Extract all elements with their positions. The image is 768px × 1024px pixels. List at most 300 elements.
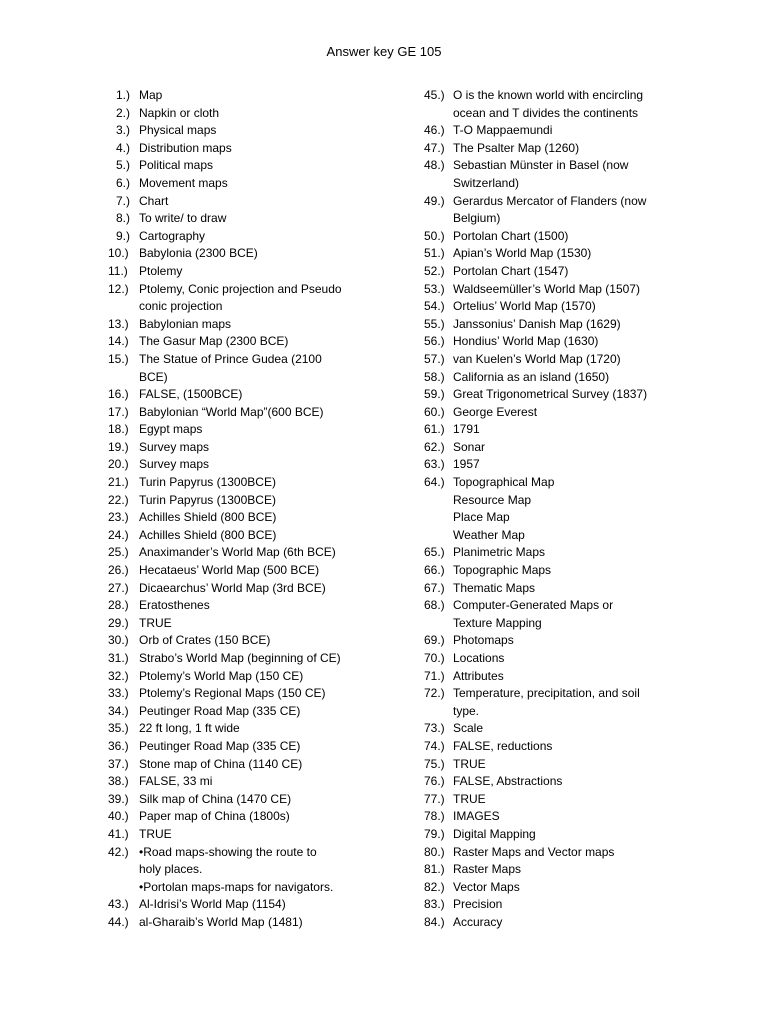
answer-text-line: Hecataeus’ World Map (500 BCE) bbox=[139, 563, 320, 578]
answer-item bbox=[108, 615, 398, 633]
answer-number: 28.) bbox=[108, 598, 129, 613]
answer-item bbox=[424, 773, 694, 791]
answer-number: 62.) bbox=[424, 439, 445, 454]
answer-text bbox=[139, 263, 398, 281]
answer-text bbox=[453, 685, 694, 720]
answer-item bbox=[108, 439, 398, 457]
answer-text-line: •Portolan maps-maps for navigators. bbox=[139, 879, 334, 894]
answer-item bbox=[424, 756, 694, 774]
answer-text-line: Topographic Maps bbox=[453, 563, 552, 578]
answer-text bbox=[453, 140, 694, 158]
answer-text-line: Ptolemy’s Regional Maps (150 CE) bbox=[139, 686, 326, 701]
answer-number: 65.) bbox=[424, 545, 445, 560]
answer-item bbox=[108, 105, 398, 123]
answer-number: 20.) bbox=[108, 457, 129, 472]
answer-text bbox=[139, 474, 398, 492]
answer-item bbox=[424, 386, 694, 404]
answer-text-line: Egypt maps bbox=[139, 422, 203, 437]
answer-item bbox=[424, 896, 694, 914]
answer-text bbox=[139, 228, 398, 246]
answer-item bbox=[108, 175, 398, 193]
answer-text-line: Planimetric Maps bbox=[453, 545, 546, 560]
answer-item bbox=[108, 896, 398, 914]
answer-number: 9.) bbox=[116, 228, 131, 243]
answer-item bbox=[108, 773, 398, 791]
answer-item bbox=[108, 632, 398, 650]
answer-text-line: BCE) bbox=[139, 369, 168, 384]
answer-item bbox=[424, 879, 694, 897]
answer-number: 45.) bbox=[424, 88, 445, 102]
answer-text bbox=[139, 333, 398, 351]
answer-item bbox=[108, 281, 398, 316]
answer-number: 60.) bbox=[424, 404, 445, 419]
answer-text-line: Portolan Chart (1547) bbox=[453, 263, 569, 278]
answer-text-line: Ptolemy bbox=[139, 263, 183, 278]
answer-number: 7.) bbox=[116, 193, 131, 208]
answer-text-line: conic projection bbox=[139, 299, 223, 314]
answer-number: 75.) bbox=[424, 756, 445, 771]
answer-number: 25.) bbox=[108, 545, 129, 560]
answer-text-line: IMAGES bbox=[453, 809, 500, 824]
answer-text-line: 1957 bbox=[453, 457, 480, 472]
answer-text-line: Map bbox=[139, 88, 163, 102]
answer-text bbox=[453, 861, 694, 879]
answer-text-line: Distribution maps bbox=[139, 140, 232, 155]
answer-number: 50.) bbox=[424, 228, 445, 243]
answer-number: 29.) bbox=[108, 615, 129, 630]
answer-number: 44.) bbox=[108, 914, 129, 929]
answer-item bbox=[108, 140, 398, 158]
answer-text-line: Napkin or cloth bbox=[139, 105, 220, 120]
answer-number: 3.) bbox=[116, 123, 131, 138]
answer-text-line: The Statue of Prince Gudea (2100 bbox=[139, 351, 322, 366]
answer-text bbox=[139, 597, 398, 615]
answer-text-line: Locations bbox=[453, 651, 505, 665]
answer-text-line: George Everest bbox=[453, 404, 538, 419]
answer-text bbox=[139, 756, 398, 774]
answer-item bbox=[424, 914, 694, 932]
answer-item bbox=[108, 263, 398, 281]
answer-text-line: Babylonian “World Map”(600 BCE) bbox=[139, 404, 324, 419]
answer-number: 32.) bbox=[108, 668, 129, 683]
answer-item bbox=[424, 245, 694, 263]
answer-number: 38.) bbox=[108, 774, 129, 789]
answer-text-line: Achilles Shield (800 BCE) bbox=[139, 510, 277, 525]
answer-text-line: Portolan Chart (1500) bbox=[453, 228, 569, 243]
answer-text bbox=[453, 122, 694, 140]
answer-text-line: Turin Papyrus (1300BCE) bbox=[139, 475, 276, 490]
answer-text bbox=[139, 738, 398, 756]
answer-text bbox=[139, 122, 398, 140]
answer-text-line: Anaximander’s World Map (6th BCE) bbox=[139, 545, 336, 560]
answer-item bbox=[424, 404, 694, 422]
answer-text-line: Babylonian maps bbox=[139, 316, 232, 331]
answer-text-line: 1791 bbox=[453, 422, 480, 437]
answer-number: 47.) bbox=[424, 140, 445, 155]
answer-number: 21.) bbox=[108, 475, 129, 490]
answer-text-line: Thematic Maps bbox=[453, 580, 536, 595]
answer-text bbox=[453, 650, 694, 668]
answer-text bbox=[453, 632, 694, 650]
answer-text-line: The Psalter Map (1260) bbox=[453, 140, 580, 155]
answer-number: 53.) bbox=[424, 281, 445, 296]
answer-list-right bbox=[424, 87, 694, 932]
answer-text bbox=[453, 281, 694, 299]
answer-number: 14.) bbox=[108, 334, 129, 349]
answer-item bbox=[424, 351, 694, 369]
answer-number: 34.) bbox=[108, 703, 129, 718]
answer-item bbox=[424, 333, 694, 351]
answer-text bbox=[139, 615, 398, 633]
answer-text bbox=[139, 245, 398, 263]
answer-number: 68.) bbox=[424, 598, 445, 613]
answer-text-line: Survey maps bbox=[139, 439, 210, 454]
answer-text-line: Attributes bbox=[453, 668, 504, 683]
answer-text-line: FALSE, Abstractions bbox=[453, 774, 563, 789]
answer-number: 18.) bbox=[108, 422, 129, 437]
answer-text-line: Chart bbox=[139, 193, 169, 208]
answer-text-line: Paper map of China (1800s) bbox=[139, 809, 290, 824]
answer-text-line: •Road maps-showing the route to bbox=[139, 844, 317, 859]
answer-item bbox=[424, 263, 694, 281]
answer-text bbox=[139, 210, 398, 228]
answer-number: 55.) bbox=[424, 316, 445, 331]
answer-item bbox=[108, 562, 398, 580]
answer-text bbox=[453, 298, 694, 316]
answer-number: 39.) bbox=[108, 791, 129, 806]
answer-number: 78.) bbox=[424, 809, 445, 824]
answer-text bbox=[453, 245, 694, 263]
answer-text bbox=[139, 439, 398, 457]
answer-text bbox=[139, 456, 398, 474]
answer-item bbox=[424, 580, 694, 598]
answer-number: 84.) bbox=[424, 914, 445, 929]
answer-text-line: Dicaearchus’ World Map (3rd BCE) bbox=[139, 580, 326, 595]
answer-number: 57.) bbox=[424, 351, 445, 366]
answer-text bbox=[453, 756, 694, 774]
answer-item bbox=[424, 844, 694, 862]
answer-number: 66.) bbox=[424, 563, 445, 578]
answer-text bbox=[139, 404, 398, 422]
answer-text bbox=[139, 896, 398, 914]
answer-text-line: Place Map bbox=[453, 510, 510, 525]
answer-item bbox=[108, 386, 398, 404]
answer-number: 27.) bbox=[108, 580, 129, 595]
answer-text bbox=[139, 193, 398, 211]
answer-number: 43.) bbox=[108, 897, 129, 912]
answer-text bbox=[453, 87, 694, 122]
answer-number: 73.) bbox=[424, 721, 445, 736]
answer-text-line: Topographical Map bbox=[453, 475, 555, 490]
answer-text-line: The Gasur Map (2300 BCE) bbox=[139, 334, 289, 349]
answer-text bbox=[453, 404, 694, 422]
answer-text bbox=[139, 562, 398, 580]
answer-number: 36.) bbox=[108, 738, 129, 753]
answer-text-line: Scale bbox=[453, 721, 484, 736]
answer-number: 77.) bbox=[424, 791, 445, 806]
answer-number: 24.) bbox=[108, 527, 129, 542]
answer-text-line: Stone map of China (1140 CE) bbox=[139, 756, 303, 771]
answer-text-line: Turin Papyrus (1300BCE) bbox=[139, 492, 276, 507]
answer-item bbox=[424, 456, 694, 474]
answer-text bbox=[139, 791, 398, 809]
answer-number: 46.) bbox=[424, 123, 445, 138]
answer-item bbox=[108, 791, 398, 809]
answer-text bbox=[453, 844, 694, 862]
answer-item bbox=[108, 808, 398, 826]
answer-number: 35.) bbox=[108, 721, 129, 736]
answer-text bbox=[139, 527, 398, 545]
answer-text-line: 22 ft long, 1 ft wide bbox=[139, 721, 240, 736]
answer-text bbox=[453, 369, 694, 387]
answer-number: 58.) bbox=[424, 369, 445, 384]
answer-text-line: Gerardus Mercator of Flanders (now bbox=[453, 193, 647, 208]
answer-text bbox=[139, 509, 398, 527]
answer-text bbox=[453, 544, 694, 562]
answer-text-line: O is the known world with encircling bbox=[453, 88, 644, 102]
answer-text-line: Orb of Crates (150 BCE) bbox=[139, 633, 271, 648]
answer-number: 41.) bbox=[108, 826, 129, 841]
answer-text bbox=[453, 421, 694, 439]
answer-item bbox=[108, 668, 398, 686]
answer-item bbox=[108, 492, 398, 510]
answer-number: 51.) bbox=[424, 246, 445, 261]
answer-item bbox=[424, 193, 694, 228]
answer-item bbox=[108, 456, 398, 474]
answer-number: 79.) bbox=[424, 826, 445, 841]
answer-text-line: Cartography bbox=[139, 228, 206, 243]
answer-text-line: TRUE bbox=[453, 791, 486, 806]
answer-text bbox=[139, 351, 398, 386]
answer-number: 54.) bbox=[424, 299, 445, 314]
answer-text-line: Survey maps bbox=[139, 457, 210, 472]
answer-number: 30.) bbox=[108, 633, 129, 648]
answer-item bbox=[108, 650, 398, 668]
answer-text-line: Photomaps bbox=[453, 633, 514, 648]
answer-item bbox=[108, 474, 398, 492]
answer-item bbox=[424, 791, 694, 809]
page-title: Answer key GE 105 bbox=[326, 44, 442, 59]
answer-item bbox=[108, 844, 398, 897]
answer-text-line: Raster Maps bbox=[453, 862, 522, 877]
answer-text bbox=[453, 914, 694, 932]
answer-number: 40.) bbox=[108, 809, 129, 824]
answer-item bbox=[108, 597, 398, 615]
answer-text-line: Waldseemüller’s World Map (1507) bbox=[453, 281, 640, 296]
answer-number: 76.) bbox=[424, 774, 445, 789]
answer-number: 67.) bbox=[424, 580, 445, 595]
answer-text-line: van Kuelen’s World Map (1720) bbox=[453, 351, 621, 366]
answer-text-line: Al-Idrisi’s World Map (1154) bbox=[139, 897, 286, 912]
answer-item bbox=[108, 720, 398, 738]
answer-text bbox=[453, 193, 694, 228]
answer-text bbox=[453, 316, 694, 334]
answer-text bbox=[139, 544, 398, 562]
answer-number: 71.) bbox=[424, 668, 445, 683]
answer-text bbox=[453, 808, 694, 826]
answer-number: 52.) bbox=[424, 263, 445, 278]
answer-text-line: Movement maps bbox=[139, 175, 228, 190]
answer-text-line: Weather Map bbox=[453, 527, 525, 542]
answer-item bbox=[108, 210, 398, 228]
answer-text bbox=[453, 826, 694, 844]
answer-text bbox=[453, 562, 694, 580]
answer-item bbox=[108, 580, 398, 598]
answer-text bbox=[139, 386, 398, 404]
answer-text-line: Great Trigonometrical Survey (1837) bbox=[453, 387, 648, 402]
answer-item bbox=[108, 685, 398, 703]
answer-text bbox=[453, 720, 694, 738]
answer-text bbox=[139, 421, 398, 439]
answer-text bbox=[139, 808, 398, 826]
answer-number: 13.) bbox=[108, 316, 129, 331]
answer-item bbox=[424, 668, 694, 686]
answer-text-line: Physical maps bbox=[139, 123, 217, 138]
answer-text-line: FALSE, (1500BCE) bbox=[139, 387, 243, 402]
answer-number: 70.) bbox=[424, 651, 445, 665]
answer-item bbox=[424, 808, 694, 826]
answer-text-line: Apian’s World Map (1530) bbox=[453, 246, 592, 261]
answer-number: 2.) bbox=[116, 105, 131, 120]
answer-item bbox=[424, 650, 694, 668]
answer-item bbox=[108, 738, 398, 756]
answer-text-line: Vector Maps bbox=[453, 879, 520, 894]
answer-text-line: Peutinger Road Map (335 CE) bbox=[139, 703, 301, 718]
answer-text bbox=[453, 668, 694, 686]
answer-number: 23.) bbox=[108, 510, 129, 525]
answer-list-left bbox=[108, 87, 398, 932]
answer-item bbox=[108, 351, 398, 386]
answer-number: 8.) bbox=[116, 211, 131, 226]
answer-number: 59.) bbox=[424, 387, 445, 402]
answer-number: 16.) bbox=[108, 387, 129, 402]
answer-number: 74.) bbox=[424, 738, 445, 753]
answer-item bbox=[108, 914, 398, 932]
answer-number: 83.) bbox=[424, 897, 445, 912]
answer-text-line: Hondius’ World Map (1630) bbox=[453, 334, 599, 349]
answer-text bbox=[139, 914, 398, 932]
answer-number: 22.) bbox=[108, 492, 129, 507]
answer-text-line: type. bbox=[453, 703, 480, 718]
answer-text bbox=[139, 826, 398, 844]
answer-item bbox=[424, 685, 694, 720]
answer-item bbox=[424, 439, 694, 457]
answer-text bbox=[139, 685, 398, 703]
answer-text bbox=[453, 580, 694, 598]
answer-item bbox=[424, 861, 694, 879]
answer-item bbox=[108, 333, 398, 351]
answer-text bbox=[139, 316, 398, 334]
answer-text-line: Precision bbox=[453, 897, 503, 912]
answer-text bbox=[453, 456, 694, 474]
answer-number: 81.) bbox=[424, 862, 445, 877]
answer-text bbox=[139, 492, 398, 510]
answer-item bbox=[108, 193, 398, 211]
answer-text-line: Achilles Shield (800 BCE) bbox=[139, 527, 277, 542]
answer-item bbox=[108, 421, 398, 439]
answer-item bbox=[108, 404, 398, 422]
answer-text bbox=[139, 650, 398, 668]
answer-item bbox=[108, 544, 398, 562]
answer-number: 6.) bbox=[116, 175, 131, 190]
answer-item bbox=[108, 756, 398, 774]
answer-text-line: Sonar bbox=[453, 439, 486, 454]
answer-text-line: Temperature, precipitation, and soil bbox=[453, 686, 640, 701]
answer-text-line: Digital Mapping bbox=[453, 826, 536, 841]
answer-text-line: FALSE, reductions bbox=[453, 738, 553, 753]
answer-item bbox=[424, 316, 694, 334]
answer-text bbox=[453, 157, 694, 192]
answer-number: 26.) bbox=[108, 563, 129, 578]
answer-number: 12.) bbox=[108, 281, 129, 296]
answer-number: 17.) bbox=[108, 404, 129, 419]
answer-text bbox=[139, 720, 398, 738]
answer-text-line: T-O Mappaemundi bbox=[453, 123, 553, 138]
answer-item bbox=[424, 421, 694, 439]
answer-text bbox=[139, 87, 398, 105]
answer-text-line: Silk map of China (1470 CE) bbox=[139, 791, 292, 806]
answer-item bbox=[108, 703, 398, 721]
answer-number: 15.) bbox=[108, 351, 129, 366]
answer-item bbox=[108, 157, 398, 175]
answer-item bbox=[424, 474, 694, 544]
answer-text bbox=[453, 773, 694, 791]
answer-text bbox=[453, 896, 694, 914]
answer-text-line: Eratosthenes bbox=[139, 598, 210, 613]
answer-item bbox=[108, 316, 398, 334]
answer-text bbox=[139, 281, 398, 316]
answer-number: 11.) bbox=[108, 263, 128, 278]
answer-item bbox=[424, 632, 694, 650]
answer-text bbox=[139, 105, 398, 123]
answer-number: 37.) bbox=[108, 756, 129, 771]
answer-text bbox=[139, 773, 398, 791]
answer-text bbox=[453, 228, 694, 246]
answer-item bbox=[108, 527, 398, 545]
answer-number: 69.) bbox=[424, 633, 445, 648]
answer-text bbox=[139, 844, 398, 897]
answer-number: 5.) bbox=[116, 158, 131, 173]
answer-text-line: California as an island (1650) bbox=[453, 369, 610, 384]
answer-text-line: al-Gharaib’s World Map (1481) bbox=[139, 914, 303, 929]
answer-text-line: TRUE bbox=[139, 826, 172, 841]
answer-item bbox=[424, 140, 694, 158]
answer-item bbox=[108, 228, 398, 246]
answer-text-line: Strabo’s World Map (beginning of CE) bbox=[139, 651, 341, 665]
answer-text bbox=[453, 386, 694, 404]
answer-text-line: Ptolemy, Conic projection and Pseudo bbox=[139, 281, 342, 296]
answer-number: 63.) bbox=[424, 457, 445, 472]
answer-text bbox=[139, 140, 398, 158]
answer-text-line: Belgium) bbox=[453, 211, 501, 226]
answer-number: 1.) bbox=[116, 88, 131, 102]
answer-number: 31.) bbox=[108, 651, 129, 665]
answer-number: 82.) bbox=[424, 879, 445, 894]
answer-item bbox=[424, 544, 694, 562]
answer-item bbox=[424, 597, 694, 632]
answer-number: 56.) bbox=[424, 334, 445, 349]
answer-text bbox=[453, 879, 694, 897]
answer-number: 72.) bbox=[424, 686, 445, 701]
answer-number: 10.) bbox=[108, 246, 129, 261]
answer-text bbox=[453, 474, 694, 544]
answer-number: 19.) bbox=[108, 439, 129, 454]
answer-text-line: Raster Maps and Vector maps bbox=[453, 844, 615, 859]
answer-item bbox=[108, 826, 398, 844]
answer-text bbox=[139, 632, 398, 650]
answer-text-line: Resource Map bbox=[453, 492, 532, 507]
answer-text-line: To write/ to draw bbox=[139, 211, 227, 226]
